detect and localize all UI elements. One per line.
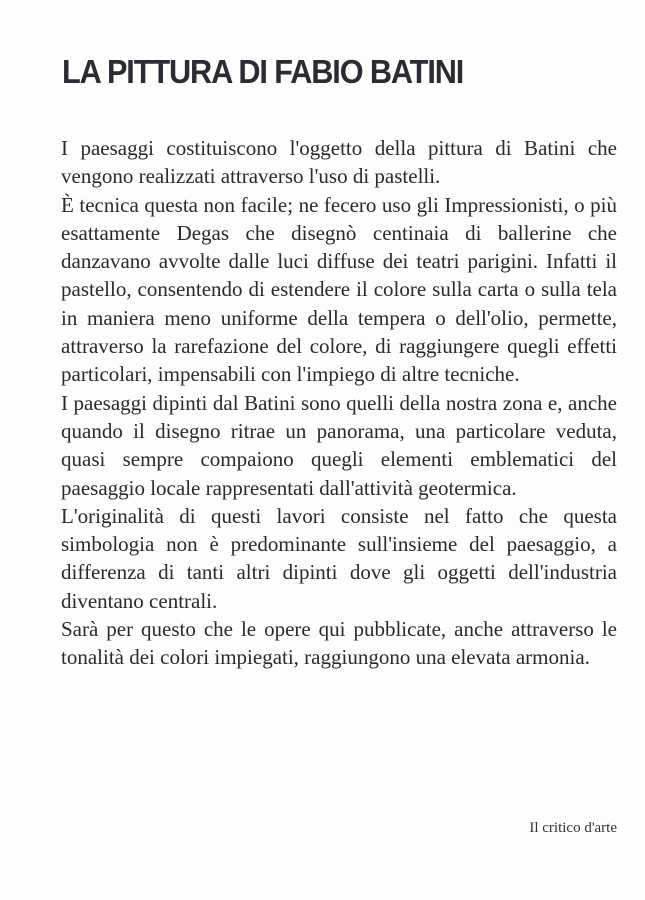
body-text — [61, 134, 617, 672]
paragraph-5: Sarà per questo che le opere qui pubblicate, anche attraverso le tonalità dei colori impiegati, raggiungono una elevata armonia. — [61, 617, 617, 670]
paragraph-3: I paesaggi dipinti dal Batini sono quelli della nostra zona e, anche quando il disegno ritrae un panorama, una particolare veduta, quasi sempre compaiono quegli elementi emblematici del paesaggio locale rappresentati dall'attività geotermica. — [61, 390, 617, 500]
page-title: LA PITTURA DI FABIO BATINI — [62, 53, 464, 90]
paragraph-1: I paesaggi costituiscono l'oggetto della pittura di Batini che vengono realizzati attraverso l'uso di pastelli. — [61, 136, 617, 189]
paragraph-2: È tecnica questa non facile; ne fecero uso gli Impressionisti, o più esattamente Degas che disegnò centinaia di ballerine che danzavano avvolte dalle luci diffuse dei teatri parigini. Infatti il pastello, consentendo di estendere il colore sulla carta o sulla tela in maniera meno uniforme della tempera o dell'olio, permette, attraverso la rarefazione del colore, di raggiungere quegli effetti particolari, impensabili con l'impiego di altre tecniche. — [61, 192, 617, 387]
paragraph-4: L'originalità di questi lavori consiste nel fatto che questa simbologia non è predominante sull'insieme del paesaggio, a differenza di tanti altri dipinti dove gli oggetti dell'industria diventano centrali. — [61, 503, 617, 613]
author-signature: Il critico d'arte — [529, 820, 617, 836]
